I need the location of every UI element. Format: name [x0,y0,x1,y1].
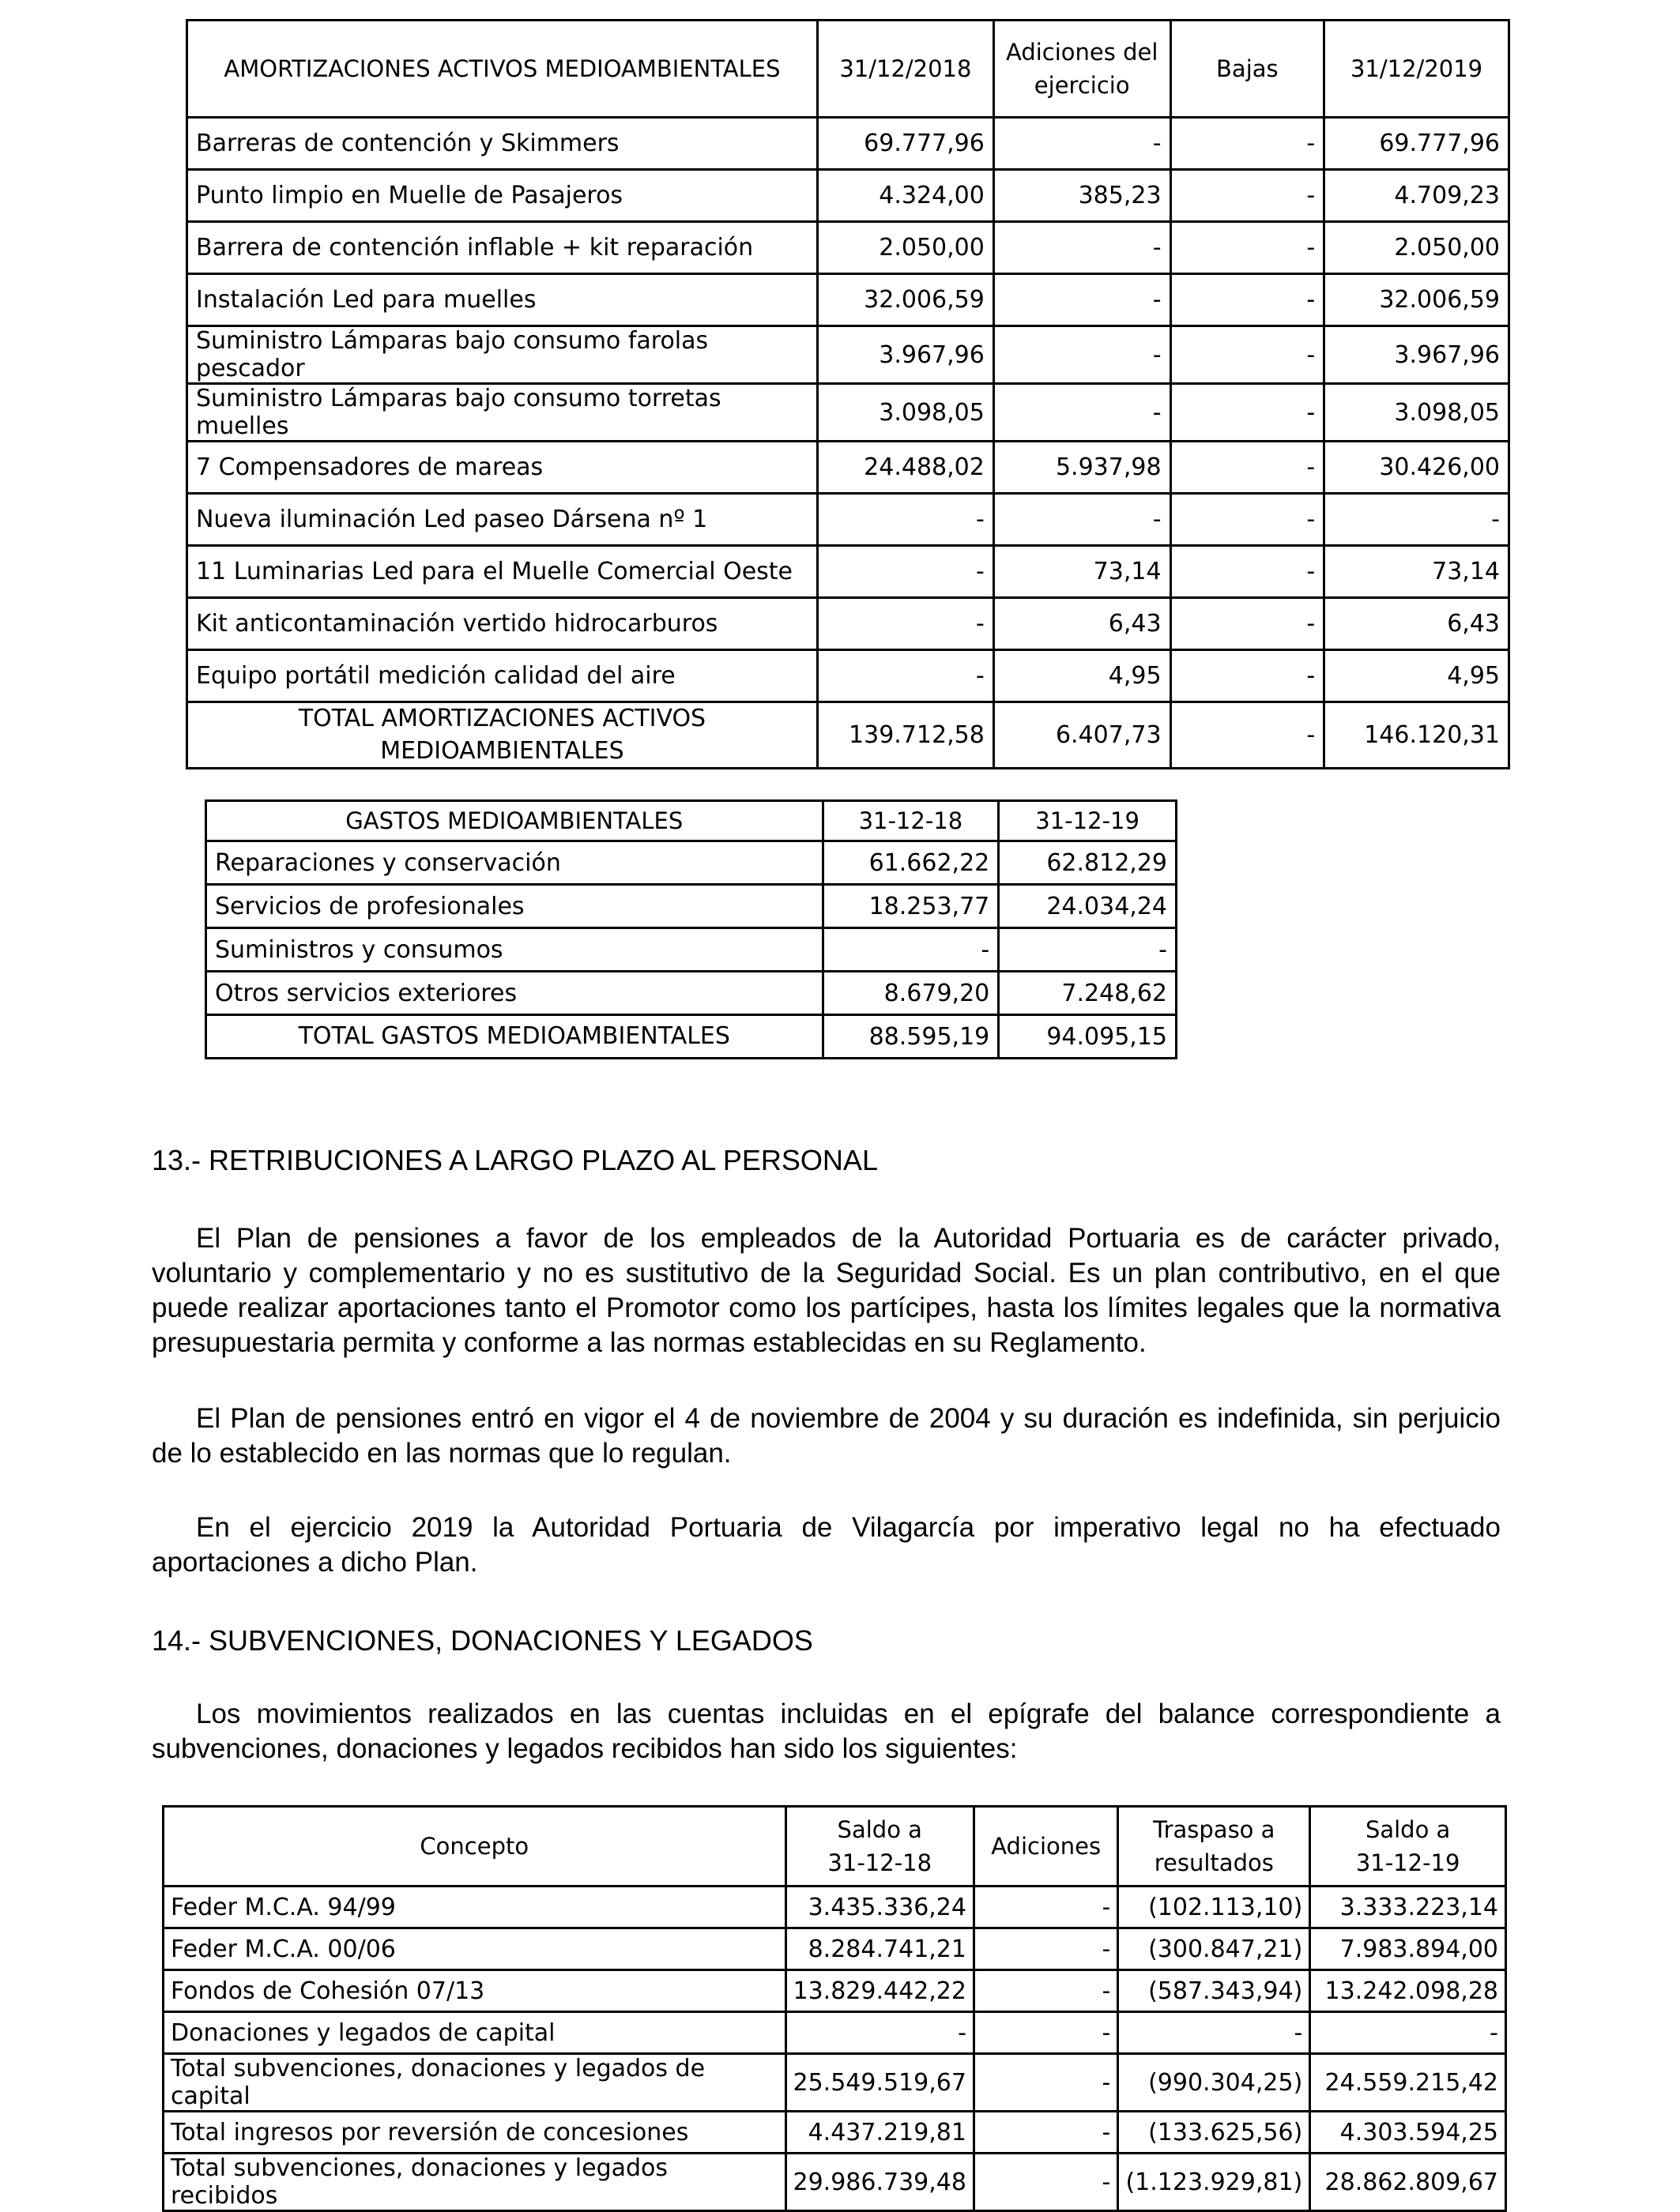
header-gastos: GASTOS MEDIOAMBIENTALES [206,801,823,841]
value-2019-cell: 7.248,62 [999,972,1177,1015]
saldo-inicial-cell: 25.549.519,67 [785,2054,974,2112]
table-row [187,170,1509,222]
concepto-cell: Suministro Lámparas bajo consumo farolas pescador [187,326,818,384]
bajas-cell: - [1170,274,1324,326]
concepto-cell: Equipo portátil medición calidad del aire [187,650,818,702]
concepto-cell: Total subvenciones, donaciones y legados de capital [164,2054,786,2112]
value-2018-cell: 32.006,59 [817,274,993,326]
subvenciones-body [164,1887,1506,2211]
table-row [187,494,1509,546]
value-2019-cell: 32.006,59 [1324,274,1509,326]
amortizaciones-table [186,19,1510,769]
concepto-cell: Otros servicios exteriores [206,972,823,1015]
table-row [206,972,1177,1015]
value-2018-cell: 61.662,22 [823,841,999,885]
gastos-body [206,841,1177,1059]
section-13-paragraph-2: El Plan de pensiones entró en vigor el 4 de noviembre de 2004 y su duración es indefinida, sin perjuicio de lo establecido en las normas que lo regulan. [152,1403,1501,1469]
header-subv-traspaso-line2: resultados [1154,1849,1274,1876]
table-row [206,841,1177,885]
value-2019-cell: - [1324,494,1509,546]
traspaso-cell: (990.304,25) [1118,2054,1310,2112]
concepto-cell: Total subvenciones, donaciones y legados recibidos [164,2154,786,2211]
value-2018-cell: - [817,650,993,702]
value-2019-cell: 69.777,96 [1324,118,1509,170]
header-subv-adiciones-label: Adiciones [991,1832,1102,1860]
table-row [164,2054,1506,2112]
table-row [164,2012,1506,2054]
value-2018-cell: 69.777,96 [817,118,993,170]
adiciones-cell: 5.937,98 [993,442,1170,494]
saldo-inicial-cell: 3.435.336,24 [785,1887,974,1928]
concepto-cell: Feder M.C.A. 94/99 [164,1887,786,1928]
saldo-inicial-cell: 13.829.442,22 [785,1970,974,2012]
total-value-2018-cell: 88.595,19 [823,1015,999,1059]
saldo-final-cell: - [1310,2012,1506,2054]
concepto-cell: Servicios de profesionales [206,885,823,928]
value-2018-cell: 18.253,77 [823,885,999,928]
concepto-cell: Punto limpio en Muelle de Pasajeros [187,170,818,222]
table-row [164,1887,1506,1928]
header-gastos-2019: 31-12-19 [999,801,1177,841]
bajas-cell: - [1170,170,1324,222]
adiciones-cell: - [993,118,1170,170]
adiciones-cell: - [993,326,1170,384]
adiciones-cell: - [974,2154,1117,2211]
value-2019-cell: 24.034,24 [999,885,1177,928]
value-2019-cell: 3.098,05 [1324,384,1509,442]
bajas-cell: - [1170,598,1324,650]
total-adiciones-cell: 6.407,73 [993,702,1170,769]
adiciones-cell: - [974,2054,1117,2112]
concepto-cell: Nueva iluminación Led paseo Dársena nº 1 [187,494,818,546]
section-14-paragraph-1: Los movimientos realizados en las cuentas incluidas en el epígrafe del balance correspondiente a subvenciones, donaciones y legados recibidos han sido los siguientes: [152,1698,1501,1764]
table-row [187,384,1509,442]
adiciones-cell: - [974,2112,1117,2154]
bajas-cell: - [1170,384,1324,442]
table-row [187,326,1509,384]
header-gastos-2018: 31-12-18 [823,801,999,841]
adiciones-cell: - [974,1970,1117,2012]
table-row [206,928,1177,972]
adiciones-cell: - [993,222,1170,274]
concepto-cell: Barreras de contención y Skimmers [187,118,818,170]
header-concepto: AMORTIZACIONES ACTIVOS MEDIOAMBIENTALES [187,21,818,118]
adiciones-cell: 4,95 [993,650,1170,702]
bajas-cell: - [1170,442,1324,494]
header-bajas: Bajas [1170,21,1324,118]
adiciones-cell: - [993,494,1170,546]
header-subv-saldo-ini [785,1807,974,1887]
adiciones-cell: - [974,1887,1117,1928]
header-subv-saldo-fin-line1: Saldo a [1365,1815,1451,1843]
value-2018-cell: 2.050,00 [817,222,993,274]
concepto-cell: 11 Luminarias Led para el Muelle Comercial Oeste [187,546,818,598]
value-2018-cell: - [817,546,993,598]
section-13-paragraph-3: En el ejercicio 2019 la Autoridad Portuaria de Vilagarcía por imperativo legal no ha efectuado aportaciones a dicho Plan. [152,1512,1501,1578]
total-concepto-cell: TOTAL GASTOS MEDIOAMBIENTALES [206,1015,823,1059]
total-bajas-cell: - [1170,702,1324,769]
header-subv-saldo-ini-line1: Saldo a [837,1815,922,1843]
header-subv-traspaso [1118,1807,1310,1887]
header-subv-concepto [164,1807,786,1887]
value-2018-cell: 8.679,20 [823,972,999,1015]
bajas-cell: - [1170,546,1324,598]
subvenciones-header-row [164,1807,1506,1887]
header-subv-traspaso-line1: Traspaso a [1153,1815,1275,1843]
adiciones-cell: 6,43 [993,598,1170,650]
header-2019: 31/12/2019 [1324,21,1509,118]
value-2019-cell: - [999,928,1177,972]
table-row [187,274,1509,326]
table-row [164,1970,1506,2012]
concepto-cell: Donaciones y legados de capital [164,2012,786,2054]
gastos-header-row [206,801,1177,841]
total-row [187,702,1509,769]
value-2018-cell: 4.324,00 [817,170,993,222]
concepto-cell: Suministros y consumos [206,928,823,972]
adiciones-cell: - [993,384,1170,442]
section-14-title: 14.- SUBVENCIONES, DONACIONES Y LEGADOS [152,1624,813,1657]
saldo-inicial-cell: 8.284.741,21 [785,1928,974,1970]
concepto-cell: Instalación Led para muelles [187,274,818,326]
adiciones-cell: - [974,1928,1117,1970]
value-2019-cell: 4,95 [1324,650,1509,702]
table-row [187,442,1509,494]
header-2018: 31/12/2018 [817,21,993,118]
saldo-inicial-cell: 29.986.739,48 [785,2154,974,2211]
concepto-cell: 7 Compensadores de mareas [187,442,818,494]
bajas-cell: - [1170,222,1324,274]
traspaso-cell: (587.343,94) [1118,1970,1310,2012]
table-row [187,222,1509,274]
value-2019-cell: 30.426,00 [1324,442,1509,494]
value-2018-cell: 24.488,02 [817,442,993,494]
table-row [187,546,1509,598]
table-row [187,650,1509,702]
saldo-final-cell: 28.862.809,67 [1310,2154,1506,2211]
gastos-table [205,799,1177,1059]
traspaso-cell: (300.847,21) [1118,1928,1310,1970]
section-13-paragraph-1: El Plan de pensiones a favor de los empleados de la Autoridad Portuaria es de carácter privado, voluntario y complementario y no es sustitutivo de la Seguridad Social. Es un plan contributivo, en el que puede realizar aportaciones tanto el Promotor como los partícipes, hasta los límites legales que la normativa presupuestaria permita y conforme a las normas establecidas en su Reglamento. [152,1223,1501,1358]
traspaso-cell: (133.625,56) [1118,2112,1310,2154]
table-row [164,2154,1506,2211]
traspaso-cell: (1.123.929,81) [1118,2154,1310,2211]
header-subv-saldo-fin-line2: 31-12-19 [1355,1849,1460,1876]
bajas-cell: - [1170,118,1324,170]
subvenciones-table [162,1805,1507,2212]
amortizaciones-header-row [187,21,1509,118]
value-2019-cell: 6,43 [1324,598,1509,650]
value-2019-cell: 3.967,96 [1324,326,1509,384]
traspaso-cell: (102.113,10) [1118,1887,1310,1928]
value-2019-cell: 4.709,23 [1324,170,1509,222]
concepto-cell: Suministro Lámparas bajo consumo torretas muelles [187,384,818,442]
value-2019-cell: 73,14 [1324,546,1509,598]
header-subv-concepto-label: Concepto [420,1832,529,1860]
amortizaciones-body [187,118,1509,769]
adiciones-cell: 385,23 [993,170,1170,222]
section-13-title: 13.- RETRIBUCIONES A LARGO PLAZO AL PERSONAL [152,1144,878,1176]
total-value-2019-cell: 146.120,31 [1324,702,1509,769]
value-2018-cell: 3.967,96 [817,326,993,384]
table-row [164,1928,1506,1970]
value-2018-cell: 3.098,05 [817,384,993,442]
header-subv-saldo-ini-line2: 31-12-18 [827,1849,932,1876]
header-adiciones: Adiciones del ejercicio [993,21,1170,118]
total-row [206,1015,1177,1059]
saldo-final-cell: 7.983.894,00 [1310,1928,1506,1970]
value-2019-cell: 2.050,00 [1324,222,1509,274]
value-2018-cell: - [817,494,993,546]
saldo-inicial-cell: - [785,2012,974,2054]
concepto-cell: Kit anticontaminación vertido hidrocarburos [187,598,818,650]
traspaso-cell: - [1118,2012,1310,2054]
total-value-2018-cell: 139.712,58 [817,702,993,769]
table-row [187,118,1509,170]
concepto-cell: Barrera de contención inflable + kit reparación [187,222,818,274]
saldo-final-cell: 13.242.098,28 [1310,1970,1506,2012]
adiciones-cell: 73,14 [993,546,1170,598]
value-2018-cell: - [823,928,999,972]
table-row [206,885,1177,928]
concepto-cell: Total ingresos por reversión de concesiones [164,2112,786,2154]
adiciones-cell: - [993,274,1170,326]
saldo-final-cell: 24.559.215,42 [1310,2054,1506,2112]
header-subv-saldo-fin [1310,1807,1506,1887]
saldo-final-cell: 3.333.223,14 [1310,1887,1506,1928]
value-2018-cell: - [817,598,993,650]
value-2019-cell: 62.812,29 [999,841,1177,885]
bajas-cell: - [1170,326,1324,384]
bajas-cell: - [1170,650,1324,702]
bajas-cell: - [1170,494,1324,546]
total-value-2019-cell: 94.095,15 [999,1015,1177,1059]
concepto-cell: Fondos de Cohesión 07/13 [164,1970,786,2012]
table-row [164,2112,1506,2154]
adiciones-cell: - [974,2012,1117,2054]
table-row [187,598,1509,650]
header-subv-adiciones [974,1807,1117,1887]
saldo-inicial-cell: 4.437.219,81 [785,2112,974,2154]
total-concepto-cell: TOTAL AMORTIZACIONES ACTIVOS MEDIOAMBIENTALES [187,702,818,769]
concepto-cell: Feder M.C.A. 00/06 [164,1928,786,1970]
saldo-final-cell: 4.303.594,25 [1310,2112,1506,2154]
concepto-cell: Reparaciones y conservación [206,841,823,885]
